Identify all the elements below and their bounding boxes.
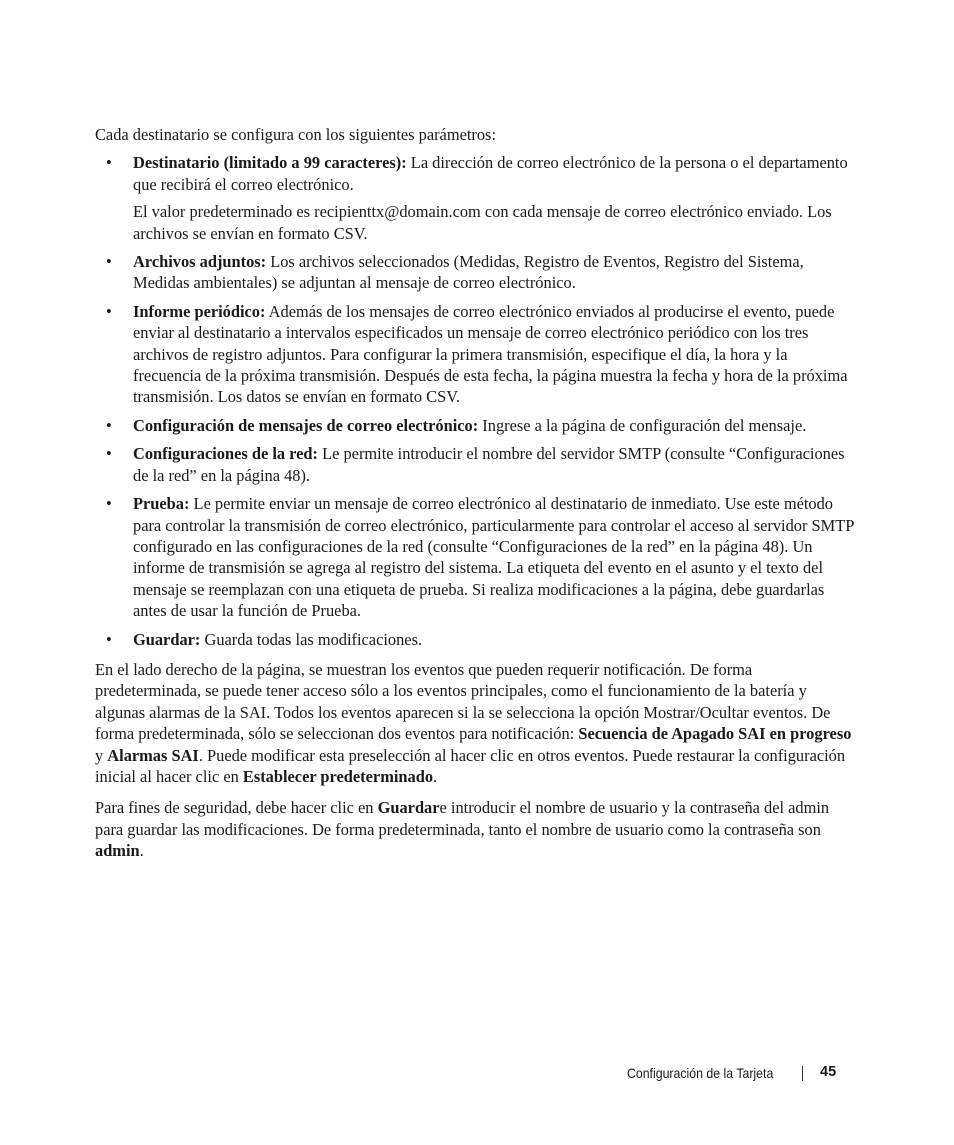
item-term: Configuraciones de la red: <box>133 444 318 464</box>
bold-run: Alarmas SAI <box>107 745 199 765</box>
bullet-icon: • <box>106 494 112 514</box>
list-item-informe-periodico <box>95 301 857 408</box>
bullet-icon: • <box>106 153 112 173</box>
item-text: Le permite introducir el nombre del servidor SMTP (consulte “Configuraciones de la red” en la página 48). <box>133 444 845 485</box>
item-text: Guarda todas las modificaciones. <box>200 629 423 649</box>
footer-divider <box>802 1066 803 1081</box>
text-run: . <box>433 766 438 786</box>
bullet-icon: • <box>106 444 112 464</box>
footer-section-title: Configuración de la Tarjeta <box>626 1065 773 1081</box>
intro-paragraph: Cada destinatario se configura con los siguientes parámetros: <box>95 125 496 144</box>
bold-run: Guardar <box>377 798 440 818</box>
bullet-icon: • <box>106 301 112 321</box>
list-item-configuraciones-red <box>95 443 857 486</box>
list-item-configuracion-mensajes <box>95 415 857 436</box>
bold-run: admin <box>95 841 140 861</box>
item-subparagraph: El valor predeterminado es recipienttx@domain.com con cada mensaje de correo electrónico enviado. Los archivos se envían en formato CSV. <box>133 202 832 243</box>
item-term: Prueba: <box>133 494 190 514</box>
list-item-prueba <box>95 493 857 621</box>
text-run: . <box>139 841 144 861</box>
text-run: . Puede modificar esta preselección al hacer clic en otros eventos. Puede restaurar la configuración inicial al hacer clic en <box>95 745 846 786</box>
list-item-guardar <box>95 629 857 650</box>
events-paragraph <box>95 659 857 787</box>
security-paragraph <box>95 797 857 861</box>
bold-run: Secuencia de Apagado SAI en progreso <box>578 724 852 744</box>
item-text: Los archivos seleccionados (Medidas, Registro de Eventos, Registro del Sistema, Medidas ambientales) se adjuntan al mensaje de correo electrónico. <box>133 252 804 293</box>
text-run: e introducir el nombre de usuario y la contraseña del admin para guardar las modificaciones. De forma predeterminada, tanto el nombre de usuario como la contraseña son <box>95 798 830 839</box>
bullet-icon: • <box>106 415 112 435</box>
item-text: Le permite enviar un mensaje de correo electrónico al destinatario de inmediato. Use este método para controlar la transmisión de correo electrónico, particularmente para controlar el acceso al servidor SMTP configurado en las configuraciones de la red (consulte “Configuraciones de la red” en la página 48). Un informe de transmisión se agrega al registro del sistema. La etiqueta del evento en el asunto y el texto del mensaje se reemplazan con una etiqueta de prueba. Si realiza modificaciones a la página, debe guardarlas antes de usar la función de Prueba. <box>133 494 854 621</box>
page-number: 45 <box>820 1064 837 1080</box>
item-term: Destinatario (limitado a 99 caracteres): <box>133 153 407 173</box>
item-text: La dirección de correo electrónico de la persona o el departamento que recibirá el correo electrónico. <box>133 153 848 194</box>
list-item-destinatario <box>95 152 857 244</box>
item-term: Guardar: <box>133 629 201 649</box>
list-item-archivos-adjuntos <box>95 251 857 294</box>
bold-run: Establecer predeterminado <box>242 766 434 786</box>
bullet-icon: • <box>106 629 112 649</box>
item-term: Configuración de mensajes de correo electrónico: <box>133 415 479 435</box>
text-run: y <box>95 745 108 765</box>
item-text: Ingrese a la página de configuración del mensaje. <box>478 415 807 435</box>
item-text: Además de los mensajes de correo electrónico enviados al producirse el evento, puede enviar al destinatario a intervalos especificados un mensaje de correo electrónico periódico con los tres archivos de registro adjuntos. Para configurar la primera transmisión, especifique el día, la hora y la frecuencia de la próxima transmisión. Después de esta fecha, la página muestra la fecha y hora de la próxima transmisión. Los datos se envían en formato CSV. <box>133 301 848 407</box>
bullet-icon: • <box>106 252 112 272</box>
text-run: Para fines de seguridad, debe hacer clic en <box>95 798 378 818</box>
item-term: Informe periódico: <box>133 301 266 321</box>
page-footer <box>0 1063 954 1083</box>
text-run: En el lado derecho de la página, se muestran los eventos que pueden requerir notificación. De forma predeterminada, se puede tener acceso sólo a los eventos principales, como el funcionamiento de la batería y algunas alarmas de la SAI. Todos los eventos aparecen si la se selecciona la opción Mostrar/Ocultar eventos. De forma predeterminada, sólo se seleccionan dos eventos para notificación: <box>95 659 831 744</box>
parameter-list <box>95 152 857 650</box>
item-term: Archivos adjuntos: <box>133 252 267 272</box>
page-body <box>95 124 857 872</box>
